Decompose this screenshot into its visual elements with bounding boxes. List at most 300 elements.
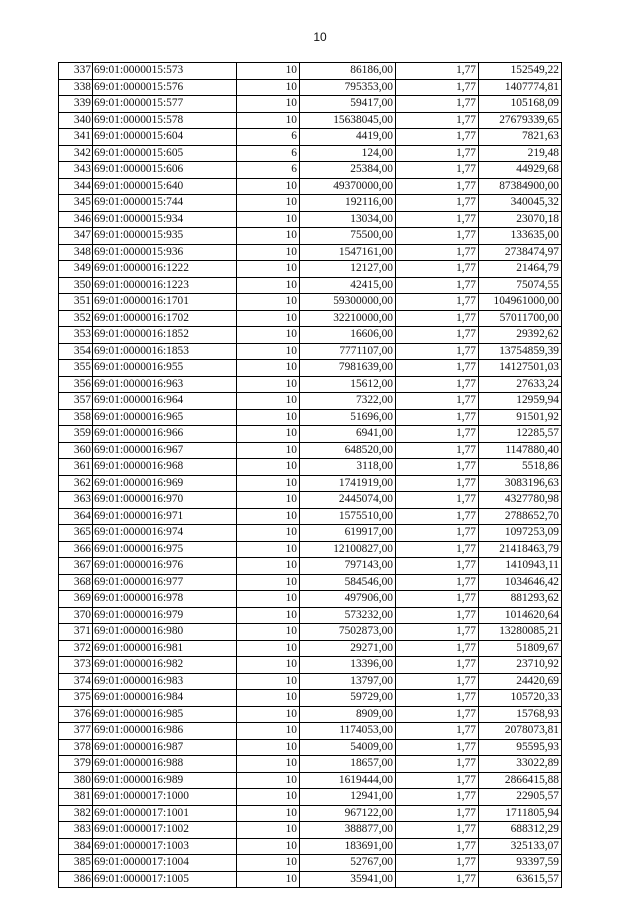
rate-cell: 10 [237, 508, 300, 525]
coefficient-cell: 1,77 [396, 459, 479, 476]
coefficient-cell: 1,77 [396, 607, 479, 624]
cadastral-number-cell: 69:01:0000016:967 [93, 442, 237, 459]
cadastral-value-cell: 15612,00 [300, 376, 396, 393]
cadastral-value-cell: 13797,00 [300, 673, 396, 690]
rate-cell: 10 [237, 228, 300, 245]
table-row [59, 426, 562, 443]
cadastral-value-cell: 124,00 [300, 145, 396, 162]
cadastral-number-cell: 69:01:0000017:1003 [93, 838, 237, 855]
coefficient-cell: 1,77 [396, 673, 479, 690]
total-cell: 23710,92 [479, 657, 562, 674]
rate-cell: 10 [237, 706, 300, 723]
rate-cell: 10 [237, 607, 300, 624]
cadastral-value-cell: 59729,00 [300, 690, 396, 707]
cadastral-number-cell: 69:01:0000016:964 [93, 393, 237, 410]
cadastral-number-cell: 69:01:0000016:955 [93, 360, 237, 377]
coefficient-cell: 1,77 [396, 178, 479, 195]
total-cell: 75074,55 [479, 277, 562, 294]
rate-cell: 10 [237, 475, 300, 492]
table-row [59, 772, 562, 789]
table-row [59, 228, 562, 245]
cadastral-value-cell: 797143,00 [300, 558, 396, 575]
row-number-cell: 373 [59, 657, 93, 674]
table-row [59, 162, 562, 179]
total-cell: 15768,93 [479, 706, 562, 723]
rate-cell: 10 [237, 211, 300, 228]
cadastral-value-cell: 59300000,00 [300, 294, 396, 311]
row-number-cell: 342 [59, 145, 93, 162]
row-number-cell: 380 [59, 772, 93, 789]
total-cell: 24420,69 [479, 673, 562, 690]
rate-cell: 10 [237, 591, 300, 608]
cadastral-value-cell: 183691,00 [300, 838, 396, 855]
total-cell: 95595,93 [479, 739, 562, 756]
coefficient-cell: 1,77 [396, 690, 479, 707]
total-cell: 688312,29 [479, 822, 562, 839]
total-cell: 87384900,00 [479, 178, 562, 195]
total-cell: 104961000,00 [479, 294, 562, 311]
row-number-cell: 365 [59, 525, 93, 542]
cadastral-value-cell: 7322,00 [300, 393, 396, 410]
coefficient-cell: 1,77 [396, 63, 479, 80]
cadastral-number-cell: 69:01:0000015:640 [93, 178, 237, 195]
cadastral-number-cell: 69:01:0000015:744 [93, 195, 237, 212]
total-cell: 1407774,81 [479, 79, 562, 96]
table-row [59, 541, 562, 558]
total-cell: 3083196,63 [479, 475, 562, 492]
rate-cell: 10 [237, 805, 300, 822]
table-row [59, 492, 562, 509]
cadastral-value-cell: 1575510,00 [300, 508, 396, 525]
table-row [59, 822, 562, 839]
row-number-cell: 364 [59, 508, 93, 525]
row-number-cell: 356 [59, 376, 93, 393]
row-number-cell: 345 [59, 195, 93, 212]
row-number-cell: 359 [59, 426, 93, 443]
total-cell: 219,48 [479, 145, 562, 162]
cadastral-value-cell: 12100827,00 [300, 541, 396, 558]
total-cell: 29392,62 [479, 327, 562, 344]
table-row [59, 591, 562, 608]
total-cell: 133635,00 [479, 228, 562, 245]
rate-cell: 10 [237, 244, 300, 261]
cadastral-number-cell: 69:01:0000015:577 [93, 96, 237, 113]
total-cell: 63615,57 [479, 871, 562, 888]
row-number-cell: 368 [59, 574, 93, 591]
coefficient-cell: 1,77 [396, 327, 479, 344]
cadastral-number-cell: 69:01:0000016:983 [93, 673, 237, 690]
row-number-cell: 369 [59, 591, 93, 608]
coefficient-cell: 1,77 [396, 244, 479, 261]
rate-cell: 10 [237, 442, 300, 459]
cadastral-value-cell: 54009,00 [300, 739, 396, 756]
total-cell: 21418463,79 [479, 541, 562, 558]
coefficient-cell: 1,77 [396, 574, 479, 591]
table-row [59, 624, 562, 641]
cadastral-number-cell: 69:01:0000017:1000 [93, 789, 237, 806]
table-row [59, 855, 562, 872]
total-cell: 4327780,98 [479, 492, 562, 509]
rate-cell: 10 [237, 310, 300, 327]
rate-cell: 10 [237, 657, 300, 674]
total-cell: 23070,18 [479, 211, 562, 228]
rate-cell: 10 [237, 63, 300, 80]
table-row [59, 327, 562, 344]
rate-cell: 10 [237, 838, 300, 855]
row-number-cell: 375 [59, 690, 93, 707]
cadastral-value-cell: 497906,00 [300, 591, 396, 608]
cadastral-number-cell: 69:01:0000016:969 [93, 475, 237, 492]
cadastral-value-cell: 13396,00 [300, 657, 396, 674]
coefficient-cell: 1,77 [396, 145, 479, 162]
row-number-cell: 376 [59, 706, 93, 723]
cadastral-number-cell: 69:01:0000015:573 [93, 63, 237, 80]
table-row [59, 640, 562, 657]
coefficient-cell: 1,77 [396, 508, 479, 525]
cadastral-value-cell: 4419,00 [300, 129, 396, 146]
coefficient-cell: 1,77 [396, 756, 479, 773]
rate-cell: 10 [237, 624, 300, 641]
row-number-cell: 357 [59, 393, 93, 410]
cadastral-value-cell: 7502873,00 [300, 624, 396, 641]
table-row [59, 360, 562, 377]
rate-cell: 10 [237, 574, 300, 591]
table-row [59, 574, 562, 591]
table-row [59, 871, 562, 888]
table-row [59, 63, 562, 80]
row-number-cell: 383 [59, 822, 93, 839]
table-row [59, 756, 562, 773]
total-cell: 14127501,03 [479, 360, 562, 377]
cadastral-value-cell: 52767,00 [300, 855, 396, 872]
row-number-cell: 349 [59, 261, 93, 278]
rate-cell: 6 [237, 129, 300, 146]
cadastral-number-cell: 69:01:0000016:1223 [93, 277, 237, 294]
coefficient-cell: 1,77 [396, 558, 479, 575]
row-number-cell: 382 [59, 805, 93, 822]
row-number-cell: 377 [59, 723, 93, 740]
rate-cell: 6 [237, 145, 300, 162]
row-number-cell: 363 [59, 492, 93, 509]
coefficient-cell: 1,77 [396, 475, 479, 492]
table-row [59, 261, 562, 278]
cadastral-number-cell: 69:01:0000016:1852 [93, 327, 237, 344]
table-row [59, 393, 562, 410]
total-cell: 22905,57 [479, 789, 562, 806]
data-table [58, 62, 562, 888]
rate-cell: 10 [237, 261, 300, 278]
cadastral-number-cell: 69:01:0000016:968 [93, 459, 237, 476]
rate-cell: 10 [237, 822, 300, 839]
table-row [59, 475, 562, 492]
total-cell: 2788652,70 [479, 508, 562, 525]
row-number-cell: 379 [59, 756, 93, 773]
total-cell: 21464,79 [479, 261, 562, 278]
total-cell: 881293,62 [479, 591, 562, 608]
cadastral-number-cell: 69:01:0000016:976 [93, 558, 237, 575]
row-number-cell: 360 [59, 442, 93, 459]
rate-cell: 10 [237, 79, 300, 96]
rate-cell: 10 [237, 492, 300, 509]
coefficient-cell: 1,77 [396, 822, 479, 839]
cadastral-number-cell: 69:01:0000016:963 [93, 376, 237, 393]
coefficient-cell: 1,77 [396, 211, 479, 228]
cadastral-value-cell: 59417,00 [300, 96, 396, 113]
coefficient-cell: 1,77 [396, 871, 479, 888]
coefficient-cell: 1,77 [396, 294, 479, 311]
cadastral-value-cell: 648520,00 [300, 442, 396, 459]
coefficient-cell: 1,77 [396, 624, 479, 641]
row-number-cell: 378 [59, 739, 93, 756]
table-row [59, 129, 562, 146]
cadastral-number-cell: 69:01:0000015:934 [93, 211, 237, 228]
row-number-cell: 337 [59, 63, 93, 80]
table-row [59, 409, 562, 426]
table-row [59, 145, 562, 162]
cadastral-number-cell: 69:01:0000016:970 [93, 492, 237, 509]
cadastral-number-cell: 69:01:0000016:977 [93, 574, 237, 591]
table-row [59, 508, 562, 525]
cadastral-value-cell: 6941,00 [300, 426, 396, 443]
coefficient-cell: 1,77 [396, 376, 479, 393]
coefficient-cell: 1,77 [396, 228, 479, 245]
cadastral-number-cell: 69:01:0000015:935 [93, 228, 237, 245]
total-cell: 1014620,64 [479, 607, 562, 624]
cadastral-value-cell: 192116,00 [300, 195, 396, 212]
cadastral-number-cell: 69:01:0000016:985 [93, 706, 237, 723]
total-cell: 105168,09 [479, 96, 562, 113]
table-row [59, 112, 562, 129]
row-number-cell: 358 [59, 409, 93, 426]
cadastral-value-cell: 49370000,00 [300, 178, 396, 195]
cadastral-number-cell: 69:01:0000016:1222 [93, 261, 237, 278]
table-row [59, 310, 562, 327]
table-row [59, 838, 562, 855]
coefficient-cell: 1,77 [396, 657, 479, 674]
rate-cell: 10 [237, 640, 300, 657]
coefficient-cell: 1,77 [396, 261, 479, 278]
row-number-cell: 351 [59, 294, 93, 311]
total-cell: 33022,89 [479, 756, 562, 773]
row-number-cell: 384 [59, 838, 93, 855]
cadastral-value-cell: 573232,00 [300, 607, 396, 624]
table-row [59, 343, 562, 360]
total-cell: 1097253,09 [479, 525, 562, 542]
total-cell: 12959,94 [479, 393, 562, 410]
cadastral-value-cell: 388877,00 [300, 822, 396, 839]
table-row [59, 96, 562, 113]
table-row [59, 558, 562, 575]
row-number-cell: 352 [59, 310, 93, 327]
total-cell: 2866415,88 [479, 772, 562, 789]
cadastral-number-cell: 69:01:0000016:975 [93, 541, 237, 558]
cadastral-value-cell: 584546,00 [300, 574, 396, 591]
table-row [59, 673, 562, 690]
coefficient-cell: 1,77 [396, 739, 479, 756]
cadastral-number-cell: 69:01:0000017:1004 [93, 855, 237, 872]
cadastral-value-cell: 1547161,00 [300, 244, 396, 261]
cadastral-number-cell: 69:01:0000016:1853 [93, 343, 237, 360]
cadastral-number-cell: 69:01:0000016:1702 [93, 310, 237, 327]
cadastral-value-cell: 1619444,00 [300, 772, 396, 789]
rate-cell: 10 [237, 195, 300, 212]
total-cell: 7821,63 [479, 129, 562, 146]
rate-cell: 10 [237, 393, 300, 410]
total-cell: 152549,22 [479, 63, 562, 80]
total-cell: 1147880,40 [479, 442, 562, 459]
table-row [59, 690, 562, 707]
cadastral-number-cell: 69:01:0000016:966 [93, 426, 237, 443]
rate-cell: 10 [237, 525, 300, 542]
cadastral-number-cell: 69:01:0000015:936 [93, 244, 237, 261]
total-cell: 1711805,94 [479, 805, 562, 822]
rate-cell: 10 [237, 360, 300, 377]
rate-cell: 10 [237, 673, 300, 690]
total-cell: 51809,67 [479, 640, 562, 657]
rate-cell: 10 [237, 343, 300, 360]
cadastral-value-cell: 86186,00 [300, 63, 396, 80]
rate-cell: 10 [237, 756, 300, 773]
rate-cell: 10 [237, 558, 300, 575]
row-number-cell: 367 [59, 558, 93, 575]
cadastral-value-cell: 1741919,00 [300, 475, 396, 492]
cadastral-value-cell: 29271,00 [300, 640, 396, 657]
rate-cell: 10 [237, 789, 300, 806]
row-number-cell: 381 [59, 789, 93, 806]
rate-cell: 10 [237, 294, 300, 311]
coefficient-cell: 1,77 [396, 112, 479, 129]
table-row [59, 79, 562, 96]
row-number-cell: 374 [59, 673, 93, 690]
coefficient-cell: 1,77 [396, 591, 479, 608]
total-cell: 2738474,97 [479, 244, 562, 261]
row-number-cell: 346 [59, 211, 93, 228]
total-cell: 105720,33 [479, 690, 562, 707]
rate-cell: 10 [237, 112, 300, 129]
coefficient-cell: 1,77 [396, 426, 479, 443]
cadastral-number-cell: 69:01:0000017:1005 [93, 871, 237, 888]
row-number-cell: 371 [59, 624, 93, 641]
cadastral-number-cell: 69:01:0000016:979 [93, 607, 237, 624]
cadastral-value-cell: 35941,00 [300, 871, 396, 888]
coefficient-cell: 1,77 [396, 310, 479, 327]
cadastral-value-cell: 25384,00 [300, 162, 396, 179]
cadastral-value-cell: 3118,00 [300, 459, 396, 476]
cadastral-number-cell: 69:01:0000016:978 [93, 591, 237, 608]
cadastral-number-cell: 69:01:0000016:980 [93, 624, 237, 641]
row-number-cell: 339 [59, 96, 93, 113]
total-cell: 1034646,42 [479, 574, 562, 591]
rate-cell: 6 [237, 162, 300, 179]
row-number-cell: 348 [59, 244, 93, 261]
row-number-cell: 372 [59, 640, 93, 657]
total-cell: 91501,92 [479, 409, 562, 426]
page-number: 10 [313, 30, 327, 44]
cadastral-value-cell: 42415,00 [300, 277, 396, 294]
total-cell: 340045,32 [479, 195, 562, 212]
cadastral-value-cell: 16606,00 [300, 327, 396, 344]
coefficient-cell: 1,77 [396, 360, 479, 377]
cadastral-value-cell: 18657,00 [300, 756, 396, 773]
table-row [59, 211, 562, 228]
cadastral-number-cell: 69:01:0000016:1701 [93, 294, 237, 311]
cadastral-value-cell: 12127,00 [300, 261, 396, 278]
row-number-cell: 341 [59, 129, 93, 146]
rate-cell: 10 [237, 277, 300, 294]
row-number-cell: 361 [59, 459, 93, 476]
table-body [59, 63, 562, 888]
cadastral-value-cell: 2445074,00 [300, 492, 396, 509]
cadastral-number-cell: 69:01:0000016:974 [93, 525, 237, 542]
rate-cell: 10 [237, 855, 300, 872]
cadastral-number-cell: 69:01:0000016:988 [93, 756, 237, 773]
coefficient-cell: 1,77 [396, 772, 479, 789]
table-row [59, 244, 562, 261]
cadastral-number-cell: 69:01:0000016:987 [93, 739, 237, 756]
row-number-cell: 366 [59, 541, 93, 558]
table-row [59, 657, 562, 674]
cadastral-value-cell: 51696,00 [300, 409, 396, 426]
table-row [59, 789, 562, 806]
cadastral-number-cell: 69:01:0000016:981 [93, 640, 237, 657]
cadastral-value-cell: 795353,00 [300, 79, 396, 96]
cadastral-number-cell: 69:01:0000015:604 [93, 129, 237, 146]
cadastral-number-cell: 69:01:0000015:578 [93, 112, 237, 129]
rate-cell: 10 [237, 327, 300, 344]
table-row [59, 723, 562, 740]
coefficient-cell: 1,77 [396, 838, 479, 855]
table-row [59, 607, 562, 624]
coefficient-cell: 1,77 [396, 640, 479, 657]
rate-cell: 10 [237, 409, 300, 426]
row-number-cell: 386 [59, 871, 93, 888]
row-number-cell: 355 [59, 360, 93, 377]
cadastral-value-cell: 967122,00 [300, 805, 396, 822]
cadastral-number-cell: 69:01:0000016:984 [93, 690, 237, 707]
table-row [59, 376, 562, 393]
row-number-cell: 385 [59, 855, 93, 872]
coefficient-cell: 1,77 [396, 277, 479, 294]
table-row [59, 459, 562, 476]
cadastral-value-cell: 1174053,00 [300, 723, 396, 740]
cadastral-value-cell: 32210000,00 [300, 310, 396, 327]
total-cell: 13754859,39 [479, 343, 562, 360]
total-cell: 93397,59 [479, 855, 562, 872]
coefficient-cell: 1,77 [396, 96, 479, 113]
cadastral-number-cell: 69:01:0000015:576 [93, 79, 237, 96]
cadastral-value-cell: 75500,00 [300, 228, 396, 245]
coefficient-cell: 1,77 [396, 343, 479, 360]
cadastral-number-cell: 69:01:0000016:982 [93, 657, 237, 674]
coefficient-cell: 1,77 [396, 805, 479, 822]
coefficient-cell: 1,77 [396, 79, 479, 96]
cadastral-number-cell: 69:01:0000016:986 [93, 723, 237, 740]
table-row [59, 442, 562, 459]
rate-cell: 10 [237, 459, 300, 476]
row-number-cell: 362 [59, 475, 93, 492]
row-number-cell: 343 [59, 162, 93, 179]
total-cell: 5518,86 [479, 459, 562, 476]
total-cell: 13280085,21 [479, 624, 562, 641]
table-row [59, 706, 562, 723]
table-row [59, 525, 562, 542]
coefficient-cell: 1,77 [396, 129, 479, 146]
rate-cell: 10 [237, 541, 300, 558]
table-row [59, 277, 562, 294]
coefficient-cell: 1,77 [396, 409, 479, 426]
cadastral-value-cell: 15638045,00 [300, 112, 396, 129]
cadastral-value-cell: 7771107,00 [300, 343, 396, 360]
